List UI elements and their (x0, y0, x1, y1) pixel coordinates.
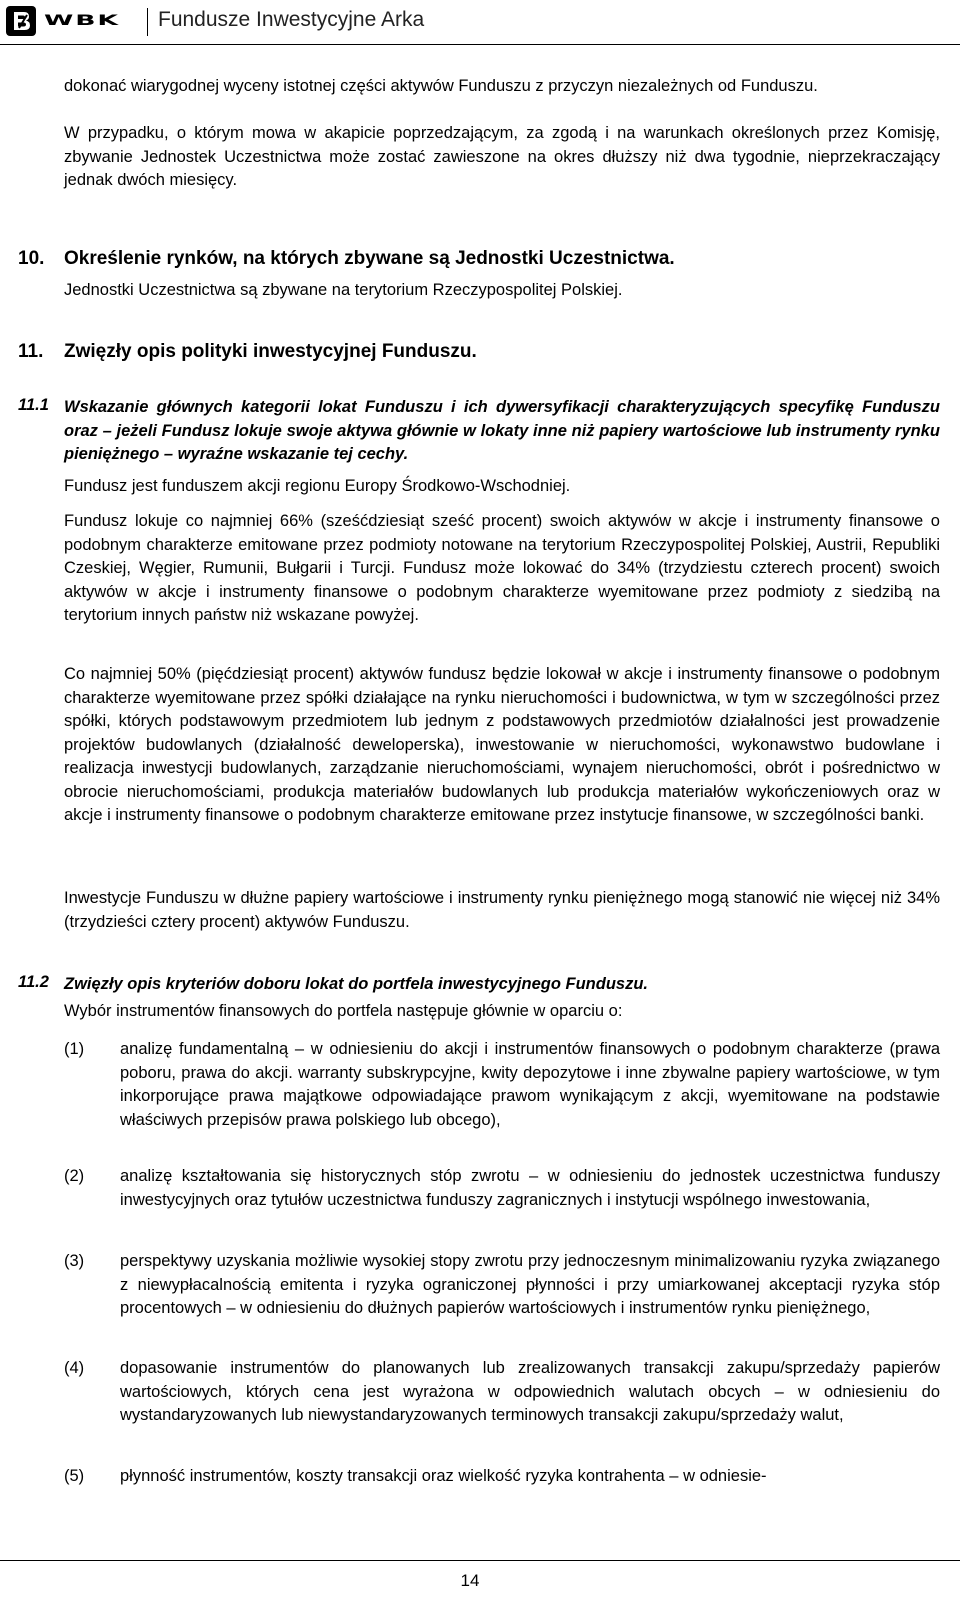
paragraph-text: W przypadku, o którym mowa w akapicie poprzedzającym, za zgodą i na warunkach określonych przez Komisję, zbywanie Jednostek Uczestnictwa może zostać zawieszone na okres dłuższy niż dwa tygodnie, nieprzekraczający jednak dwóch miesięcy. (64, 124, 940, 189)
paragraph (64, 510, 940, 628)
list-item-text: analizę kształtowania się historycznych stóp zwrotu – w odniesieniu do jednostek uczestnictwa funduszy inwestycyjnych oraz tytułów uczestnictwa funduszy zagranicznych i instytucji wspólnego inwestowania, (120, 1167, 940, 1209)
header-title: Fundusze Inwestycyjne Arka (158, 8, 425, 31)
section-number: 10. (18, 248, 45, 269)
list-item-number: (1) (64, 1040, 85, 1058)
subsection-title: Zwięzły opis kryteriów doboru lokat do portfela inwestycyjnego Funduszu. (64, 975, 648, 993)
page-header (0, 0, 960, 45)
paragraph-text: Jednostki Uczestnictwa są zbywane na terytorium Rzeczypospolitej Polskiej. (64, 281, 623, 299)
section-number: 11. (18, 341, 44, 362)
paragraph-text: Inwestycje Funduszu w dłużne papiery wartościowe i instrumenty rynku pieniężnego mogą stanowić nie więcej niż 34% (trzydzieści cztery procent) aktywów Funduszu. (64, 889, 940, 931)
list-item-text: płynność instrumentów, koszty transakcji oraz wielkość ryzyka kontrahenta – w odniesie- (120, 1467, 767, 1485)
subsection-title: Wskazanie głównych kategorii lokat Funduszu i ich dywersyfikacji charakteryzujących specyfikę Funduszu oraz – jeżeli Fundusz lokuje swoje aktywa głównie w lokaty inne niż papiery wartościowe lub instrumenty rynku pieniężnego – wyraźne wskazanie tej cechy. (64, 398, 940, 463)
paragraph (64, 75, 940, 99)
list-item-text: analizę fundamentalną – w odniesieniu do akcji i instrumentów finansowych o podobnym charakterze (prawa poboru, prawa do akcji. warranty subskrypcyjne, kwity depozytowe i inne zbywalne papiery wartościowe, w tym inkorporujące prawa majątkowe odpowiadające prawom wynikającym z akcji, wyemitowane na podstawie właściwych przepisów prawa polskiego lub obcego), (120, 1040, 940, 1129)
paragraph-text: Co najmniej 50% (pięćdziesiąt procent) aktywów fundusz będzie lokował w akcje i instrumenty finansowe o podobnym charakterze wyemitowane przez spółki działające na rynku nieruchomości i budownictwa, w tym w szczególności przez spółki, których podstawowym przedmiotem lub jednym z podstawowych przedmiotów działalności jest prowadzenie projektów budowlanych (działalność deweloperska), inwestowanie w nieruchomości, wykonawstwo budowlane i realizacja inwestycji budowlanych, zarządzanie nieruchomościami, wynajem nieruchomości, obrót i pośrednictwo w obrocie nieruchomościami, produkcja materiałów budowlanych lub produkcja materiałów wykończeniowych oraz w akcje i instrumenty finansowe o podobnym charakterze emitowane przez instytucje finansowe, w szczególności banki. (64, 665, 940, 824)
section-title: Określenie rynków, na których zbywane są Jednostki Uczestnictwa. (64, 248, 675, 269)
footer-rule (0, 1560, 960, 1561)
list-item-number: (5) (64, 1467, 85, 1485)
list-item-number: (3) (64, 1252, 85, 1270)
paragraph (64, 475, 940, 499)
brand-wordmark: WBK (44, 13, 120, 29)
subsection-number: 11.1 (18, 396, 49, 414)
subsection-heading (64, 396, 940, 467)
header-separator (147, 8, 148, 36)
paragraph (64, 887, 940, 934)
paragraph (64, 279, 940, 303)
list-item-text: perspektywy uzyskania możliwie wysokiej stopy zwrotu przy jednoczesnym minimalizowaniu ryzyka związanego z niewypłacalnością emitenta i ryzyka ograniczonej płynności i przy umiarkowanej akceptacji ryzyka stóp procentowych – w odniesieniu do dłużnych papierów wartościowych i instrumentów rynku pieniężnego, (120, 1252, 940, 1317)
bz-logo-icon (6, 6, 36, 36)
section-title: Zwięzły opis polityki inwestycyjnej Funduszu. (64, 341, 477, 362)
list-item-text: dopasowanie instrumentów do planowanych lub zrealizowanych transakcji zakupu/sprzedaży papierów wartościowych, których cena jest wyrażona w odpowiednich walutach obcych – w odniesieniu do wystandaryzowanych lub niewystandaryzowanych terminowych transakcji zakupu/sprzedaży walut, (120, 1359, 940, 1424)
paragraph-text: Wybór instrumentów finansowych do portfela następuje głównie w oparciu o: (64, 1002, 623, 1020)
list-item-number: (4) (64, 1359, 85, 1377)
paragraph (64, 122, 940, 193)
subsection-number: 11.2 (18, 973, 49, 991)
page-number: 14 (460, 1571, 480, 1590)
paragraph-text: Fundusz lokuje co najmniej 66% (sześćdziesiąt sześć procent) swoich aktywów w akcje i instrumenty finansowe o podobnym charakterze emitowane przez podmioty notowane na terytorium Rzeczypospolitej Polskiej, Austrii, Republiki Czeskiej, Węgier, Rumunii, Bułgarii i Turcji. Fundusz może lokować do 34% (trzydziestu czterech procent) swoich aktywów w akcje i instrumenty finansowe o podobnym charakterze wyemitowane przez podmioty z siedzibą na terytorium innych państw niż wskazane powyżej. (64, 512, 940, 624)
paragraph (64, 663, 940, 828)
paragraph-text: Fundusz jest funduszem akcji regionu Europy Środkowo-Wschodniej. (64, 477, 571, 495)
list-item-number: (2) (64, 1167, 85, 1185)
subsection-heading (64, 973, 940, 997)
paragraph (64, 1000, 940, 1024)
paragraph-text: dokonać wiarygodnej wyceny istotnej części aktywów Funduszu z przyczyn niezależnych od Funduszu. (64, 77, 818, 95)
